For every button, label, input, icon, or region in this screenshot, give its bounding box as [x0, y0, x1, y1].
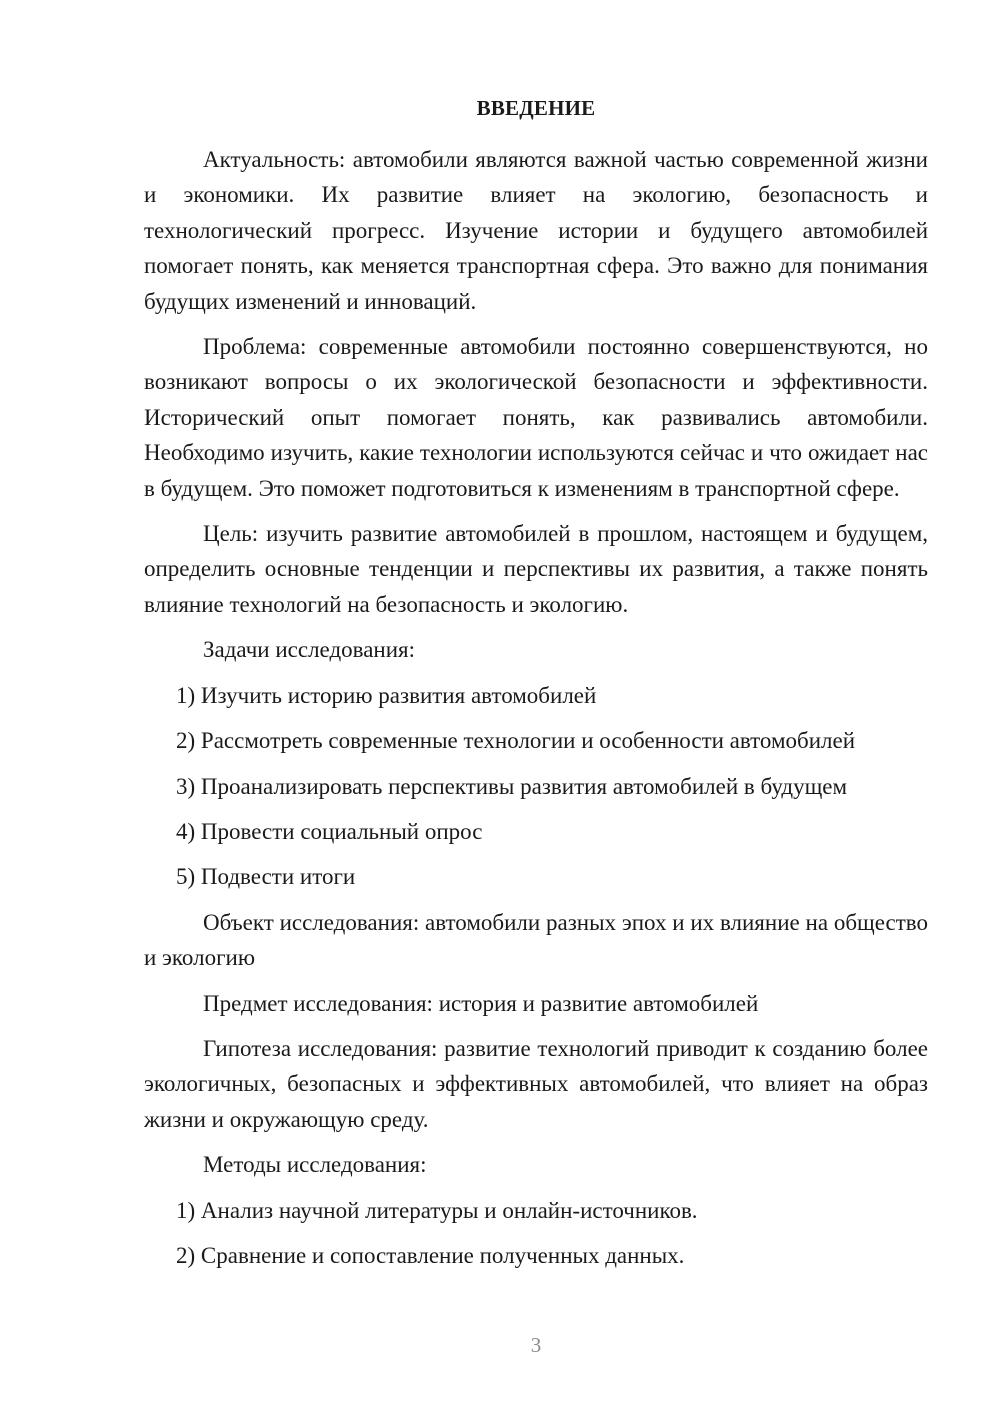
list-item: 3) Проанализировать перспективы развития автомобилей в будущем [176, 773, 848, 799]
list-item: 1) Изучить историю развития автомобилей [176, 682, 597, 708]
list-item: 1) Анализ научной литературы и онлайн-источников. [176, 1197, 698, 1223]
list-item: 2) Рассмотреть современные технологии и особенности автомобилей [176, 728, 856, 754]
methods-list [144, 1193, 928, 1274]
goal-paragraph: Цель: изучить развитие автомобилей в прошлом, настоящем и будущем, определить основные тенденции и перспективы их развития, а также понять влияние технологий на безопасность и экологию. [144, 521, 928, 617]
list-item: 4) Провести социальный опрос [176, 818, 483, 844]
page-title: ВВЕДЕНИЕ [476, 96, 596, 120]
methods-heading: Методы исследования: [203, 1152, 427, 1178]
list-item: 2) Сравнение и сопоставление полученных данных. [176, 1242, 685, 1268]
page-number: 3 [530, 1333, 542, 1357]
problem-paragraph: Проблема: современные автомобили постоянно совершенствуются, но возникают вопросы о их экологической безопасности и эффективности. Исторический опыт помогает понять, как развивались автомобили. Необходимо изучить, какие технологии используются сейчас и что ожидает нас в будущем. Это поможет подготовиться к изменениям в транспортной сфере. [144, 334, 928, 501]
document-body [144, 142, 928, 1283]
hypothesis-paragraph: Гипотеза исследования: развитие технологий приводит к созданию более экологичных, безопасных и эффективных автомобилей, что влияет на образ жизни и окружающую среду. [144, 1035, 928, 1132]
tasks-list [144, 678, 928, 895]
object-paragraph: Объект исследования: автомобили разных эпох и их влияние на общество и экологию [144, 909, 928, 971]
subject-paragraph: Предмет исследования: история и развитие автомобилей [203, 990, 759, 1016]
tasks-heading: Задачи исследования: [203, 637, 416, 663]
relevance-paragraph: Актуальность: автомобили являются важной частью современной жизни и экономики. Их развитие влияет на экологию, безопасность и технологический прогресс. Изучение истории и будущего автомобилей помогает понять, как меняется транспортная сфера. Это важно для понимания будущих изменений и инноваций. [144, 147, 928, 314]
list-item: 5) Подвести итоги [176, 864, 356, 890]
